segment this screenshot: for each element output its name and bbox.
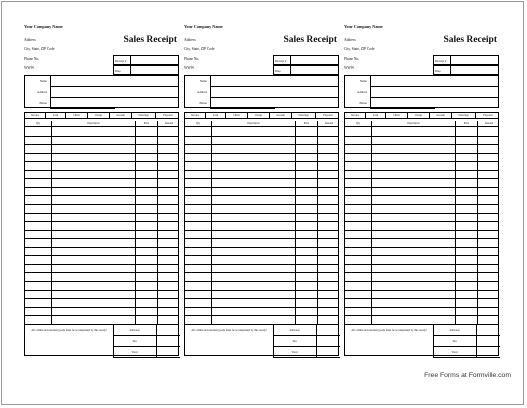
item-header-amount: Amount xyxy=(157,121,180,127)
subtotal-label: Subtotal xyxy=(113,325,157,336)
payment-header-row xyxy=(25,113,178,119)
table-row[interactable] xyxy=(185,247,338,248)
address-label: Address xyxy=(24,38,36,42)
item-rows xyxy=(345,127,498,324)
subtotal-row[interactable] xyxy=(433,325,500,336)
total-label: Total xyxy=(273,347,317,358)
customer-name-label: Name xyxy=(25,76,51,87)
company-name: Your Company Name xyxy=(24,24,63,29)
column-divider xyxy=(371,121,372,324)
item-rows xyxy=(185,127,338,324)
table-row[interactable] xyxy=(25,290,178,291)
table-row[interactable] xyxy=(185,298,338,299)
customer-phone-line[interactable] xyxy=(51,108,115,109)
payment-header-account: Account xyxy=(429,113,451,119)
table-row[interactable] xyxy=(185,144,338,145)
payment-header-check: Check xyxy=(65,113,87,119)
table-row[interactable] xyxy=(25,255,178,256)
date-label: Date xyxy=(275,69,281,73)
column-divider xyxy=(295,121,296,324)
table-row[interactable] xyxy=(25,144,178,145)
table-row[interactable] xyxy=(185,307,338,308)
table-row[interactable] xyxy=(345,144,498,145)
payment-header-cash: Cash xyxy=(45,113,65,119)
column-divider xyxy=(135,121,136,324)
customer-phone-label: Phone xyxy=(185,98,211,109)
items-table xyxy=(184,112,339,356)
payment-header-invoice: Invoice xyxy=(191,114,199,117)
sales-receipt-3 xyxy=(344,24,499,356)
table-row[interactable] xyxy=(25,195,178,196)
payment-header-exported: Exported xyxy=(475,113,500,119)
returns-note: All claims and returned goods must be accompanied by this receipt xyxy=(31,329,107,332)
receipt-title: Sales Receipt xyxy=(283,35,337,45)
column-divider xyxy=(157,121,158,324)
table-row[interactable] xyxy=(185,315,338,316)
tax-label: Tax xyxy=(273,336,317,347)
customer-address-label: Address xyxy=(185,87,211,98)
address-label: Address xyxy=(344,38,356,42)
total-row[interactable] xyxy=(273,347,340,358)
sales-receipt-2 xyxy=(184,24,339,356)
table-row[interactable] xyxy=(345,221,498,222)
table-row[interactable] xyxy=(25,247,178,248)
payment-header-check: Check xyxy=(385,113,407,119)
column-divider xyxy=(455,121,456,324)
table-row[interactable] xyxy=(345,161,498,162)
table-row[interactable] xyxy=(345,255,498,256)
item-header-description: Description xyxy=(51,121,135,127)
table-row[interactable] xyxy=(345,136,498,137)
payment-header-sales-rep: Sales Rep xyxy=(291,113,315,119)
table-row[interactable] xyxy=(185,264,338,265)
customer-phone-label: Phone xyxy=(25,98,51,109)
column-divider xyxy=(477,121,478,324)
total-label: Total xyxy=(433,347,477,358)
customer-info-box xyxy=(184,75,339,108)
table-row[interactable] xyxy=(345,247,498,248)
table-row[interactable] xyxy=(345,290,498,291)
table-row[interactable] xyxy=(185,281,338,282)
table-row[interactable] xyxy=(345,178,498,179)
table-row[interactable] xyxy=(185,204,338,205)
item-header-qty: Qty xyxy=(356,122,360,125)
table-row[interactable] xyxy=(185,170,338,171)
city-state-zip-label: City, State, ZIP Code xyxy=(24,47,55,51)
table-row[interactable] xyxy=(25,272,178,273)
total-row[interactable] xyxy=(113,347,180,358)
total-label: Total xyxy=(113,347,157,358)
table-row[interactable] xyxy=(185,178,338,179)
column-divider xyxy=(51,121,52,324)
tax-row[interactable] xyxy=(273,336,340,347)
phone-label: Phone No. xyxy=(24,57,40,61)
phone-label: Phone No. xyxy=(344,57,360,61)
table-row[interactable] xyxy=(25,281,178,282)
receipt-number-label: Receipt # xyxy=(275,59,287,63)
returns-note: All claims and returned goods must be accompanied by this receipt xyxy=(191,329,267,332)
subtotal-row[interactable] xyxy=(273,325,340,336)
table-row[interactable] xyxy=(185,213,338,214)
payment-header-charge: Charge xyxy=(87,113,109,119)
phone-label: Phone No. xyxy=(184,57,200,61)
table-row[interactable] xyxy=(25,187,178,188)
subtotal-label: Subtotal xyxy=(433,325,477,336)
table-row[interactable] xyxy=(345,264,498,265)
www-label: WWW xyxy=(184,66,195,70)
table-row[interactable] xyxy=(185,221,338,222)
subtotal-label: Subtotal xyxy=(273,325,317,336)
customer-info-box xyxy=(344,75,499,108)
date-label: Date xyxy=(435,69,441,73)
payment-header-row xyxy=(185,113,338,119)
customer-info-box xyxy=(24,75,179,108)
payment-header-invoice: Invoice xyxy=(351,114,359,117)
payment-header-check: Check xyxy=(225,113,247,119)
customer-name-label: Name xyxy=(185,76,211,87)
table-row[interactable] xyxy=(25,315,178,316)
table-row[interactable] xyxy=(345,238,498,239)
item-header-description: Description xyxy=(371,121,455,127)
table-row[interactable] xyxy=(185,136,338,137)
item-header-description: Description xyxy=(211,121,295,127)
table-row[interactable] xyxy=(25,307,178,308)
item-rows xyxy=(25,127,178,324)
table-row[interactable] xyxy=(25,136,178,137)
payment-header-charge: Charge xyxy=(247,113,269,119)
payment-header-exported: Exported xyxy=(315,113,340,119)
payment-header-invoice: Invoice xyxy=(31,114,39,117)
table-row[interactable] xyxy=(185,255,338,256)
company-name: Your Company Name xyxy=(344,24,383,29)
column-divider xyxy=(211,121,212,324)
table-row[interactable] xyxy=(185,161,338,162)
subtotal-row[interactable] xyxy=(113,325,180,336)
city-state-zip-label: City, State, ZIP Code xyxy=(344,47,375,51)
date-label: Date xyxy=(115,69,121,73)
table-row[interactable] xyxy=(25,161,178,162)
table-row[interactable] xyxy=(25,238,178,239)
table-row[interactable] xyxy=(345,204,498,205)
city-state-zip-label: City, State, ZIP Code xyxy=(184,47,215,51)
customer-name-label: Name xyxy=(345,76,371,87)
table-row[interactable] xyxy=(25,213,178,214)
returns-note: All claims and returned goods must be accompanied by this receipt xyxy=(351,329,427,332)
payment-header-account: Account xyxy=(269,113,291,119)
item-header-price: Price xyxy=(455,121,477,127)
table-row[interactable] xyxy=(25,178,178,179)
sales-receipt-1 xyxy=(24,24,179,356)
item-header-qty: Qty xyxy=(196,122,200,125)
column-divider xyxy=(317,121,318,324)
table-row[interactable] xyxy=(25,221,178,222)
receipt-info-box xyxy=(433,55,499,75)
customer-address-label: Address xyxy=(345,87,371,98)
table-row[interactable] xyxy=(185,230,338,231)
customer-phone-line[interactable] xyxy=(211,108,275,109)
table-row[interactable] xyxy=(345,195,498,196)
payment-header-sales-rep: Sales Rep xyxy=(451,113,475,119)
receipt-title: Sales Receipt xyxy=(123,35,177,45)
table-row[interactable] xyxy=(345,298,498,299)
table-row[interactable] xyxy=(25,264,178,265)
item-header-price: Price xyxy=(295,121,317,127)
payment-header-cash: Cash xyxy=(365,113,385,119)
table-row[interactable] xyxy=(185,153,338,154)
table-row[interactable] xyxy=(345,187,498,188)
table-row[interactable] xyxy=(185,290,338,291)
tax-label: Tax xyxy=(433,336,477,347)
customer-address-label: Address xyxy=(25,87,51,98)
receipt-footer xyxy=(185,324,338,358)
receipt-title: Sales Receipt xyxy=(443,35,497,45)
table-row[interactable] xyxy=(345,170,498,171)
item-header-amount: Amount xyxy=(317,121,340,127)
table-row[interactable] xyxy=(185,187,338,188)
table-row[interactable] xyxy=(345,230,498,231)
table-row[interactable] xyxy=(25,170,178,171)
company-name: Your Company Name xyxy=(184,24,223,29)
customer-phone-label: Phone xyxy=(345,98,371,109)
receipt-footer xyxy=(25,324,178,358)
www-label: WWW xyxy=(344,66,355,70)
items-table xyxy=(344,112,499,356)
receipt-number-label: Receipt # xyxy=(435,59,447,63)
table-row[interactable] xyxy=(345,153,498,154)
tax-label: Tax xyxy=(113,336,157,347)
customer-phone-line[interactable] xyxy=(371,108,435,109)
table-row[interactable] xyxy=(345,213,498,214)
item-header-price: Price xyxy=(135,121,157,127)
payment-header-row xyxy=(345,113,498,119)
table-row[interactable] xyxy=(185,272,338,273)
table-row[interactable] xyxy=(345,281,498,282)
table-row[interactable] xyxy=(345,307,498,308)
receipt-info-box xyxy=(113,55,179,75)
item-header-qty: Qty xyxy=(36,122,40,125)
receipt-info-box xyxy=(273,55,339,75)
table-row[interactable] xyxy=(345,315,498,316)
tax-row[interactable] xyxy=(113,336,180,347)
table-row[interactable] xyxy=(25,204,178,205)
payment-header-sales-rep: Sales Rep xyxy=(131,113,155,119)
address-label: Address xyxy=(184,38,196,42)
payment-header-account: Account xyxy=(109,113,131,119)
table-row[interactable] xyxy=(25,153,178,154)
table-row[interactable] xyxy=(185,238,338,239)
footer-credit: Free Forms at Formville.com xyxy=(424,372,511,379)
item-header-amount: Amount xyxy=(477,121,500,127)
table-row[interactable] xyxy=(25,230,178,231)
receipt-number-label: Receipt # xyxy=(115,59,127,63)
payment-header-cash: Cash xyxy=(205,113,225,119)
total-row[interactable] xyxy=(433,347,500,358)
payment-header-charge: Charge xyxy=(407,113,429,119)
table-row[interactable] xyxy=(185,195,338,196)
table-row[interactable] xyxy=(25,298,178,299)
table-row[interactable] xyxy=(345,272,498,273)
tax-row[interactable] xyxy=(433,336,500,347)
payment-header-exported: Exported xyxy=(155,113,180,119)
items-table xyxy=(24,112,179,356)
receipt-footer xyxy=(345,324,498,358)
www-label: WWW xyxy=(24,66,35,70)
